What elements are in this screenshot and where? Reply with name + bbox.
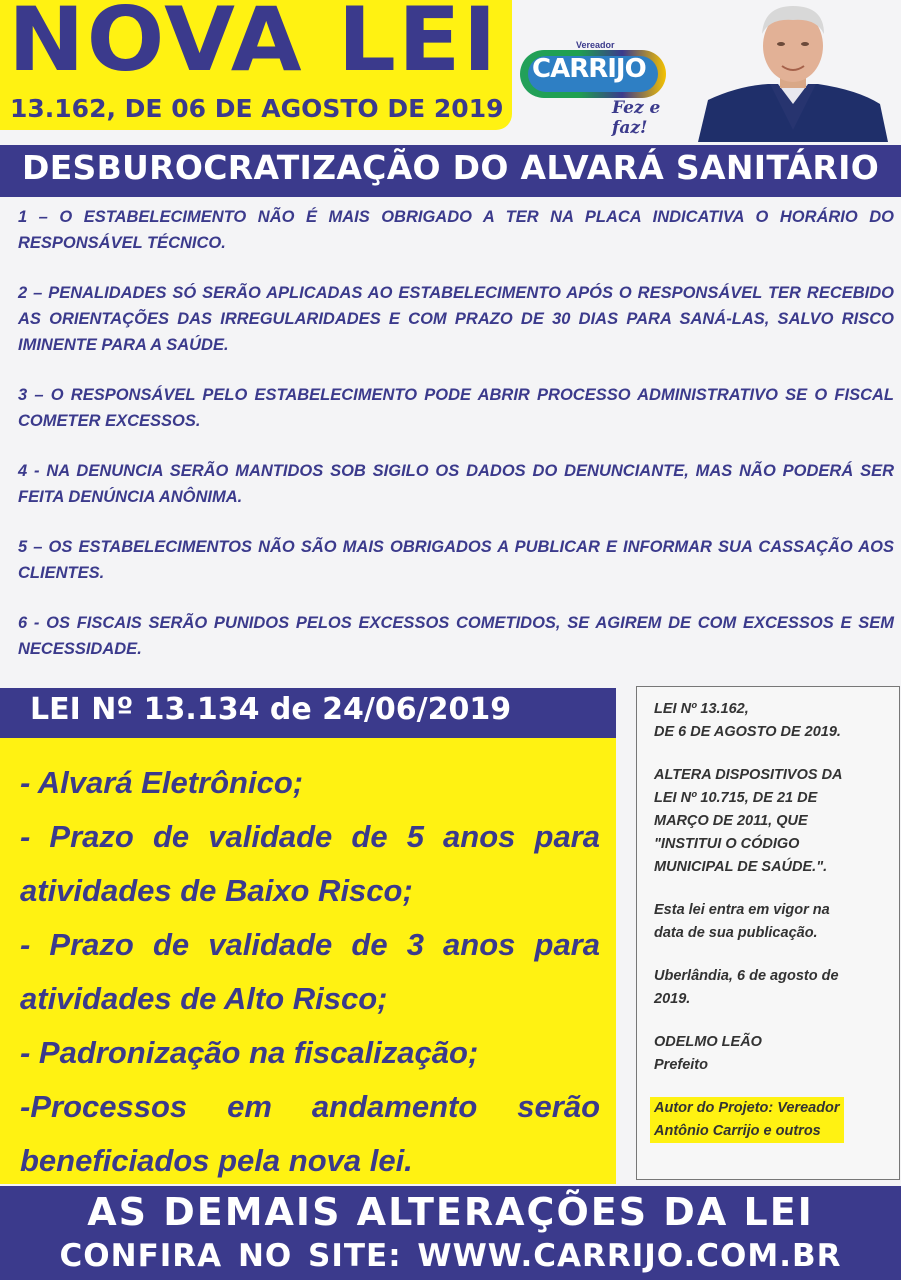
page-title: NOVA LEI [8, 0, 499, 91]
sidebar-law-ref: LEI Nº 13.162, DE 6 DE AGOSTO DE 2019. [654, 701, 841, 740]
list-item: 5 – OS ESTABELECIMENTOS NÃO SÃO MAIS OBRIGADOS A PUBLICAR E INFORMAR SUA CASSAÇÃO AOS CLIENTES. [18, 538, 894, 582]
sidebar-content [654, 698, 890, 1143]
logo-slogan: Fez e faz! [612, 98, 661, 138]
list-item: 4 - NA DENUNCIA SERÃO MANTIDOS SOB SIGILO OS DADOS DO DENUNCIANTE, MAS NÃO PODERÁ SER FEITA DENÚNCIA ANÔNIMA. [18, 462, 894, 506]
list-item: 2 – PENALIDADES SÓ SERÃO APLICADAS AO ESTABELECIMENTO APÓS O RESPONSÁVEL TER RECEBIDO AS ORIENTAÇÕES DAS IRREGULARIDADES E COM PRAZO DE 30 DIAS PARA SANÁ-LAS, SALVO RISCO IMINENTE PARA A SAÚDE. [18, 284, 894, 354]
list-item: 3 – O RESPONSÁVEL PELO ESTABELECIMENTO PODE ABRIR PROCESSO ADMINISTRATIVO SE O FISCAL COMETER EXCESSOS. [18, 386, 894, 430]
list-item: 1 – O ESTABELECIMENTO NÃO É MAIS OBRIGADO A TER NA PLACA INDICATIVA O HORÁRIO DO RESPONSÁVEL TÉCNICO. [18, 208, 894, 252]
lei-line: - Prazo de validade de 3 anos para [20, 927, 600, 962]
footer-website: CONFIRA NO SITE: WWW.CARRIJO.COM.BR [59, 1238, 842, 1274]
logo-prefix: Vereador [576, 40, 615, 50]
lei-heading: LEI Nº 13.134 de 24/06/2019 [30, 692, 512, 727]
lei-benefits-list [20, 756, 600, 1188]
sidebar-signature: ODELMO LEÃO Prefeito [654, 1034, 762, 1073]
sidebar-author-highlight: Autor do Projeto: Vereador Antônio Carrijo e outros [650, 1097, 844, 1143]
lei-line: - Alvará Eletrônico; [20, 765, 304, 800]
sidebar-validity: Esta lei entra em vigor na data de sua publicação. [654, 902, 830, 941]
footer-heading: AS DEMAIS ALTERAÇÕES DA LEI [87, 1190, 814, 1234]
sidebar-law-summary: ALTERA DISPOSITIVOS DA LEI Nº 10.715, DE 21 DE MARÇO DE 2011, QUE "INSTITUI O CÓDIGO MUNICIPAL DE SAÚDE.". [654, 767, 843, 875]
lei-line: atividades de Alto Risco; [20, 981, 388, 1016]
law-number-subtitle: 13.162, DE 06 DE AGOSTO DE 2019 [10, 94, 504, 123]
lei-line: beneficiados pela nova lei. [20, 1143, 413, 1178]
lei-line: - Padronização na fiscalização; [20, 1035, 479, 1070]
list-item: 6 - OS FISCAIS SERÃO PUNIDOS PELOS EXCESSOS COMETIDOS, SE AGIREM DE COM EXCESSOS E SEM NECESSIDADE. [18, 614, 894, 658]
measures-list [18, 204, 894, 686]
sidebar-date: Uberlândia, 6 de agosto de 2019. [654, 968, 839, 1007]
lei-line: - Prazo de validade de 5 anos para [20, 819, 600, 854]
section-heading: DESBUROCRATIZAÇÃO DO ALVARÁ SANITÁRIO [22, 148, 880, 187]
lei-line: atividades de Baixo Risco; [20, 873, 413, 908]
logo-brand: CARRIJO [532, 54, 646, 84]
carrijo-logo [516, 40, 698, 138]
lei-line: -Processos em andamento serão [20, 1089, 600, 1124]
vereador-portrait-image [698, 0, 888, 142]
